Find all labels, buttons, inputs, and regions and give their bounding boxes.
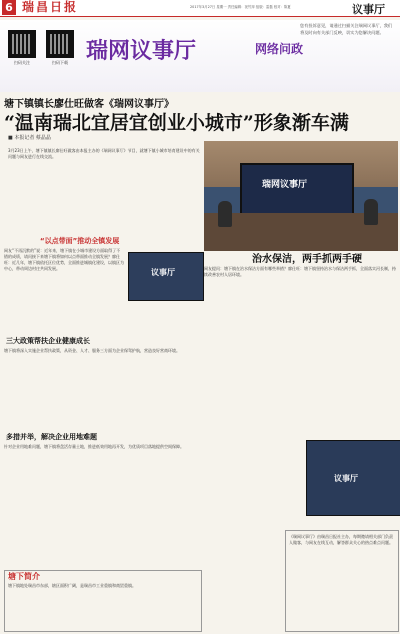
header-divider (0, 16, 400, 17)
right-column-text: 网友提问：塘下镇在治水保洁方面有哪些举措？廖仕旺：塘下镇坚持治水与保洁两手抓，全面落实河长制，持续改善农村人居环境。 (204, 266, 396, 277)
inset-photo-title: 议事厅 (151, 268, 175, 277)
qr-code-left (8, 30, 36, 58)
dateline: 2017年3月27日 星期一 责任编辑：祝竹萍 组版：雷磊 校对：陈夏 (190, 5, 291, 9)
photo-person-right (364, 199, 378, 225)
qr-caption-right: 扫码下载 (52, 60, 68, 65)
banner-intro: 您有投诉意见，请通过扫描关注瑞网议事厅，我们将及时向有关部门反映，切实为您解决问题。 (300, 23, 393, 35)
photo-person-left (218, 201, 232, 227)
banner-logo: 瑞网议事厅 (86, 38, 197, 64)
article-byline: ■ 本报记者 蔡晶晶 (8, 135, 51, 141)
section-label: 议事厅 (352, 3, 385, 16)
banner-subtitle: 网络问政 (255, 42, 304, 56)
profile-box-title: 塘下简介 (8, 572, 40, 581)
main-photo (204, 141, 398, 251)
paper-name: 瑞昌日报 (22, 0, 79, 14)
photo-caption: 治水保洁，两手抓两手硬 (252, 254, 362, 265)
page-number: 6 (2, 0, 16, 15)
section-text-2: 塘下镇将深入实施企业帮扶政策，从资金、人才、服务三方面为企业保驾护航，营造良好营商环境。 (4, 348, 180, 353)
section-heading-3: 多措并举，解决企业用地难题 (6, 433, 97, 441)
article-lede: 3月23日上午，塘下镇镇长廖仕旺做客由本报主办的《瑞网议事厅》节目，就塘下镇小城市培育建设中的有关问题与网友进行在线交流。 (8, 148, 200, 159)
side-photo (306, 440, 400, 516)
section-heading-1: “以点带面”推动全镇发展 (40, 237, 120, 245)
photo-screen-title: 瑞网议事厅 (262, 180, 308, 190)
section-text-3: 针对企业用地难问题，塘下镇将盘活存量土地，推进低效用地再开发，为优质项目落地提供空间保障。 (4, 444, 184, 449)
program-note-text: 《瑞网议事厅》由瑞昌日报社主办，每期邀请相关部门负责人做客，与网友在线互动，解答群众关心的热点难点问题。 (289, 534, 393, 545)
qr-caption-left: 扫码关注 (14, 60, 30, 65)
article-headline: “温南瑞北宜居宜创业小城市”形象渐车满 (4, 112, 349, 134)
section-text-1: 网友“不再沉默的”说：近年来，塘下镇在小城市建设方面取得了不错的成绩，请问接下来塘下镇将如何以点带面推动全镇发展？廖仕旺：近几年，塘下镇依托区位优势，全面推进城镇化建设，以镇区为中心，带动周边村庄共同发展。 (4, 248, 124, 271)
section-heading-2: 三大政策帮扶企业健康成长 (6, 337, 90, 345)
article-kicker: 塘下镇镇长廖仕旺做客《瑞网议事厅》 (4, 99, 174, 110)
qr-code-right (46, 30, 74, 58)
profile-box-text: 塘下镇地处瑞昌市东部，辖区面积广阔，是瑞昌市工业重镇和商贸重镇。 (8, 583, 136, 588)
side-photo-title: 议事厅 (334, 474, 358, 483)
inset-photo (128, 252, 204, 301)
